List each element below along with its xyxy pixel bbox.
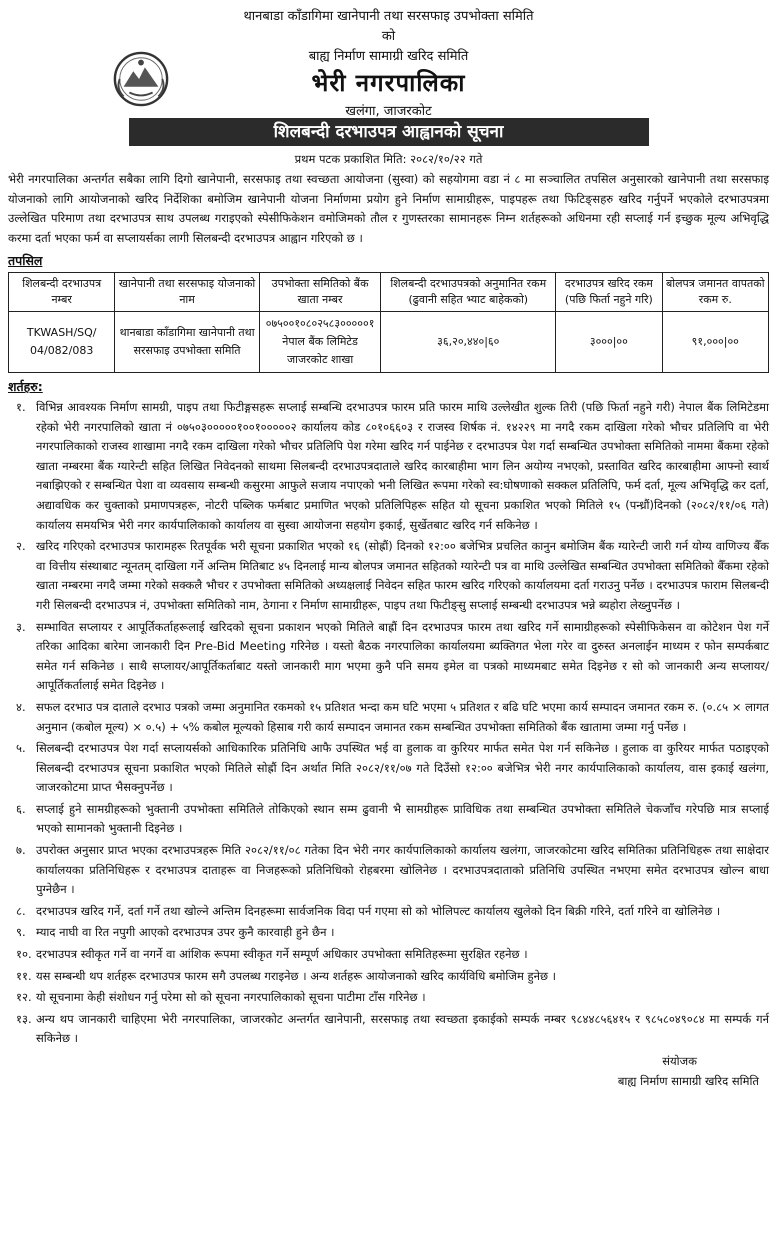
term-text: दरभाउपत्र खरिद गर्ने, दर्ता गर्ने तथा खोल्ने अन्तिम दिनहरूमा सार्वजनिक विदा पर्न गएमा सो को भोलिपल्ट कार्यालय खुलेको दिन बिक्री गरिने, दर्ता गरिने वा खोलिनेछ । [36,903,721,918]
term-text: सप्लाई हुने सामग्रीहरूको भुक्तानी उपभोक्ता समितिले तोकिएको स्थान सम्म ढुवानी भै सामग्रीहरू प्राविधिक तथा सम्बन्धित उपभोक्ता समितिले चेकजाँच गरेपछि मात्र सप्लाई भएको सामानको भुक्तानी दिइनेछ । [36,801,769,836]
cell-bank-account: ०७५००१०८०२५८३०००००१ नेपाल बैंक लिमिटेड जाजरकोट शाखा [259,312,381,373]
signatory-role: संयोजक [662,1054,697,1068]
term-number: १. [16,400,26,414]
term-number: ७. [16,843,26,858]
header-bid-number: शिलबन्दी दरभाउपत्र नम्बर [9,273,115,312]
term-item [8,1010,769,1049]
table-row [9,312,769,373]
term-item [8,800,769,839]
cell-estimated-amount: ३६,२०,४४०|६० [381,312,556,373]
term-text: म्याद नाघी वा रित नपुगी आएको दरभाउपत्र उपर कुनै कारवाही हुने छैन । [36,925,335,940]
schedule-table [8,272,769,373]
terms-list [8,398,769,1049]
term-number: ३. [16,619,26,634]
header-scheme-name: खानेपानी तथा सरसफाइ योजनाको नाम [115,273,259,312]
term-number: २. [16,539,26,554]
term-item [8,537,769,615]
term-text: उपरोक्त अनुसार प्राप्त भएका दरभाउपत्रहरू मिति २०८२/११/०८ गतेका दिन भेरी नगर कार्यपालिकाको कार्यालय खलंगा, जाजरकोटमा खरिद समितिका प्रतिनिधिहरू तथा साक्षेदार कार्यालयका प्रतिनिधिहरू र दरभाउपत्र दाताहरू वा निजहरूको प्रतिनिधिको रोहबरमा खोलिनेछ । दरभाउपत्रदाताको प्रतिनिधि उपस्थित नभएमा समेत दरभाउपत्र खोल्न बाधा पुग्नेछैन । [36,843,769,897]
cell-scheme-name: थानबाडा काँडागिमा खानेपानी तथा सरसफाइ उपभोक्ता समिति [115,312,259,373]
publication-date: प्रथम पटक प्रकाशित मिति: २०८२/१०/२२ गते [294,152,483,166]
committee-name: थानबाडा काँडागिमा खानेपानी तथा सरसफाइ उपभोक्ता समिति [243,9,534,24]
nepal-government-emblem-icon [112,50,170,108]
terms-title: शर्तहरु: [8,379,43,394]
term-text: सफल दरभाउ पत्र दाताले दरभाउ पत्रको जम्मा अनुमानित रकमको १५ प्रतिशत भन्दा कम घटि भएमा ५ प्रतिशत र बढि घटि भएमा कार्य सम्पादन जमानत रकम रु. (०.८५ × लागत अनुमान (कबोल मूल्य) × ०.५) + ५% कबोल मूल्यको हिसाब गरी कार्य सम्पादन जमानत रकम सम्बन्धित उपभोक्ता समितिको बैंक खातामा जम्मा गर्नु पर्नेछ । [36,699,769,734]
term-item [8,739,769,798]
term-text: यो सूचनामा केही संशोधन गर्नु परेमा सो को सूचना नगरपालिकाको सूचना पाटीमा टाँस गरिनेछ । [36,990,426,1005]
term-number: १०. [16,947,32,962]
header-purchase-fee: दरभाउपत्र खरिद रकम (पछि फिर्ता नहुने गरि) [556,273,662,312]
term-text: खरिद गरिएको दरभाउपत्र फारामहरू रितपूर्वक भरी सूचना प्रकाशित भएको १६ (सोह्रौं) दिनको १२:०० बजेभित्र प्रचलित कानुन बमोजिम बैंक ग्यारेन्टी जारी गर्न योग्य वाणिज्य बैँक वा वित्तीय संस्थाबाट न्यूनतम् दाखिला गर्ने अन्तिम मितिबाट ४५ दिनलाई मान्य बोलपत्र जमानत सहितको ग्यारेन्टी पत्र वा माथि उल्लेखित सम्बन्धित उपभोक्ता समितिको बैँकमा रहेको खाता नम्बरमा नगदै जम्मा गरेको सक्कलै भौचर र उपभोक्ता समितिको अध्यक्षलाई निवेदन सहित फारम खरिद गरिएको कार्यालयमा दर्ता गराउनु पर्नेछ । दरभाउपत्र फाराम सिलबन्दी गरी सिलबन्दी दरभाउपत्र नं, उपभोक्ता समितिको नाम, ठेगाना र निर्माण सामाग्रीहरू, पाइप तथा फिटीङ्सु सप्लाई सम्बन्धी दरभाउपत्र भन्ने ब्यहोरा लेख्नुपर्नेछ । [36,539,769,612]
signature-block [8,1051,769,1091]
term-text: अन्य थप जानकारी चाहिएमा भेरी नगरपालिका, जाजरकोट अन्तर्गत खानेपानी, सरसफाइ तथा स्वच्छता इकाईको सम्पर्क नम्बर ९८४४८५६४१५ र ९८५८०४९०८४ मा सम्पर्क गर्न सकिनेछ । [36,1011,769,1046]
term-number: ५. [16,741,26,756]
term-text: यस सम्बन्धी थप शर्तहरू दरभाउपत्र फारम सगै उपलब्ध गराइनेछ । अन्य शर्तहरू आयोजनाको खरिद कार्यविधि बमोजिम हुनेछ । [36,968,557,983]
header-connector: को [381,29,396,44]
term-item [8,618,769,696]
term-text: सिलबन्दी दरभाउपत्र पेश गर्दा सप्लायर्सको आधिकारिक प्रतिनिधि आफै उपस्थित भई वा हुलाक वा कुरियर मार्फत समेत पेश गर्न सकिनेछ । हुलाक वा कुरियर मार्फत पठाइएको सिलबन्दी दरभाउपत्र सूचना प्रकाशित भएको मितिले सोह्रौं दिन अर्थात मिति २०८२/११/०७ गते दिउँसो १२:०० बजेभित्र भेरी नगर कार्यपालिकाको कार्यालय, वास इकाई खलंगा, जाजरकोटमा प्राप्त भैसक्नुपर्नेछ । [36,741,769,795]
term-text: सम्भावित सप्लायर र आपूर्तिकर्ताहरूलाई खरिदको सूचना प्रकाशन भएको मितिले बाह्रौं दिन दरभाउपत्र फारम तथा खरिद गर्ने सामाग्रीहरूको स्पेसीफिकेसन वा कोटेशन पेश गर्ने तरिका आदिका बारेमा जानकारी दिन Pre-Bid Meeting गरिनेछ । यस्तो बैठक नगरपालिका कार्यालयमा ब्यक्तिगत भेला गरेर वा दुरुस्त अनलाईन माध्यम र फोन सम्पर्कबाट समेत गर्न सकिनेछ । साथै सप्लायर/आपूर्तिकर्ताबाट यस्तो जानकारी माग भएमा कुनै पनि समय इमेल वा पत्रको माध्यमबाट समेत दिइनेछ र सो को जानकारी अन्य सप्लायर/आपूर्तिकर्तालाई समेत दिइनेछ । [36,619,769,693]
table-header-row [9,273,769,312]
term-item [8,923,769,943]
header-estimated-amount: शिलबन्दी दरभाउपत्रको अनुमानित रकम (ढुवानी सहित भ्याट बाहेकको) [381,273,556,312]
header-bid-security: बोलपत्र जमानत वापतको रकम रु. [662,273,768,312]
header [8,6,769,119]
term-item [8,902,769,922]
term-item [8,698,769,737]
term-number: ६. [16,801,26,816]
term-text: विभिन्न आवश्यक निर्माण सामग्री, पाइप तथा फिटीङ्गसहरू सप्लाई सम्बन्धि दरभाउपत्र फारम प्रति फारम माथि उल्लेखीत शुल्क तिरी (पछि फिर्ता नहुने गरी) नेपाल बैंक लिमिटेडमा रहेको भेरी नगरपालिको खाता नं ०७५०३०००००१००१०००००२ कार्यालय कोड ८०१०६६०३ र राजस्व शिर्षक नं. १४२२९ मा नगदै रकम दाखिला गरेको भौचर प्रतिलिपि वा भेरी नगरपालिकाको राजस्व शाखामा नगदै रकम दाखिला गरेको भौचर प्रतिलिपि पेश गरेमा खरिद गर्न पाईनेछ र दरभाउपत्र पेश गर्दा सम्बन्धित उपभोक्ता समितिको नाममा बैंकमा रहेको खाता नम्बरमा बैंक ग्यारेन्टी सहित लिखित निवेदनको साथमा सिलबन्दी दरभाउपत्रदाताले खरिद कारबाहीमा भाग लिन अयोग्य नभएको, प्रस्तावित खरिद कारबाहीमा आफ्नो स्वार्थ नबाझिएको र सम्बन्धित पेशा वा व्यवसाय सम्बन्धी कसुरमा आफुले सजाय नपाएको भनी लिखित रूपमा गरेको स्व:घोषणाको सक्कल प्रतिलिपि, फर्म दर्ता, मूल्य अभिवृद्धि कर दर्ता, अद्यावधिक कर चुक्ताको प्रमाणपत्रहरू, नोटरी पब्लिक फर्मबाट प्रमाणित भएको प्रतिलिपिहरू सहित यो सूचना प्रकाशित भएको मितिले १५ (पन्ध्रौं)दिनको (२०८२/११/०६ गते) कार्यालय समयभित्र भेरी नगर कार्यपालिकाको कार्यालय वा सुस्वा आयोजना सहयोग इकाई, सुर्खेतबाट खरिद गर्न सकिनेछ । [36,400,769,532]
intro-paragraph: भेरी नगरपालिका अन्तर्गत सबैका लागि दिगो खानेपानी, सरसफाइ तथा स्वच्छता आयोजना (सुस्वा) को सहयोगमा वडा नं ८ मा सञ्चालित तपसिल अनुसारको खानेपानी तथा सरसफाइ योजनाको लागि आयोजनाको खरिद निर्देशिका बमोजिम खानेपानी योजना निर्माणमा प्रयोग हुने निर्माण सामाग्रीहरू, पाइपहरू तथा फिटिङ्सहरु खरिद गर्नुपर्ने भएकोले दरभाउपत्रमा उल्लेखित परिमाण तथा दरभाउपत्र साथ उपलब्ध गराइएको स्पेसीफिकेशन वमोजिमको तौल र गुणस्तरका सामानहरू निम्न शर्तहरूको अधिनमा रही सप्लाई गर्न इच्छुक मूल्य अभिवृद्धि करमा दर्ता भएका फर्म वा सप्लायर्सका लागी सिलबन्दी दरभाउपत्र आह्वान गरिएको छ । [8,172,769,245]
schedule-title: तपसिल [8,253,43,268]
purchase-committee: बाह्य निर्माण सामाग्री खरिद समिति [308,49,469,64]
term-number: १२. [16,990,32,1005]
term-text: दरभाउपत्र स्वीकृत गर्ने वा नगर्ने वा आंशिक रूपमा स्वीकृत गर्ने सम्पूर्ण अधिकार उपभोक्ता समितिहरूमा सुरक्षित रहनेछ । [36,947,528,962]
term-number: ११. [16,968,32,983]
term-item [8,967,769,987]
cell-bid-security: ९१,०००|०० [662,312,768,373]
cell-bid-number: TKWASH/SQ/ 04/082/083 [9,312,115,373]
municipality-location: खलंगा, जाजरकोट [345,104,432,119]
term-number: ८. [16,903,26,918]
cell-purchase-fee: ३०००|०० [556,312,662,373]
notice-banner: शिलबन्दी दरभाउपत्र आह्वानको सूचना [129,118,649,146]
term-number: १३. [16,1011,32,1026]
municipality-title: भेरी नगरपालिका [311,68,466,97]
term-number: ९. [16,925,26,940]
term-number: ४. [16,699,26,714]
term-item [8,988,769,1008]
term-item [8,398,769,535]
signatory-committee: बाह्य निर्माण सामाग्री खरिद समिति [617,1074,759,1088]
term-item [8,841,769,900]
term-item [8,945,769,965]
header-bank-account: उपभोक्ता समितिको बैंक खाता नम्बर [259,273,381,312]
